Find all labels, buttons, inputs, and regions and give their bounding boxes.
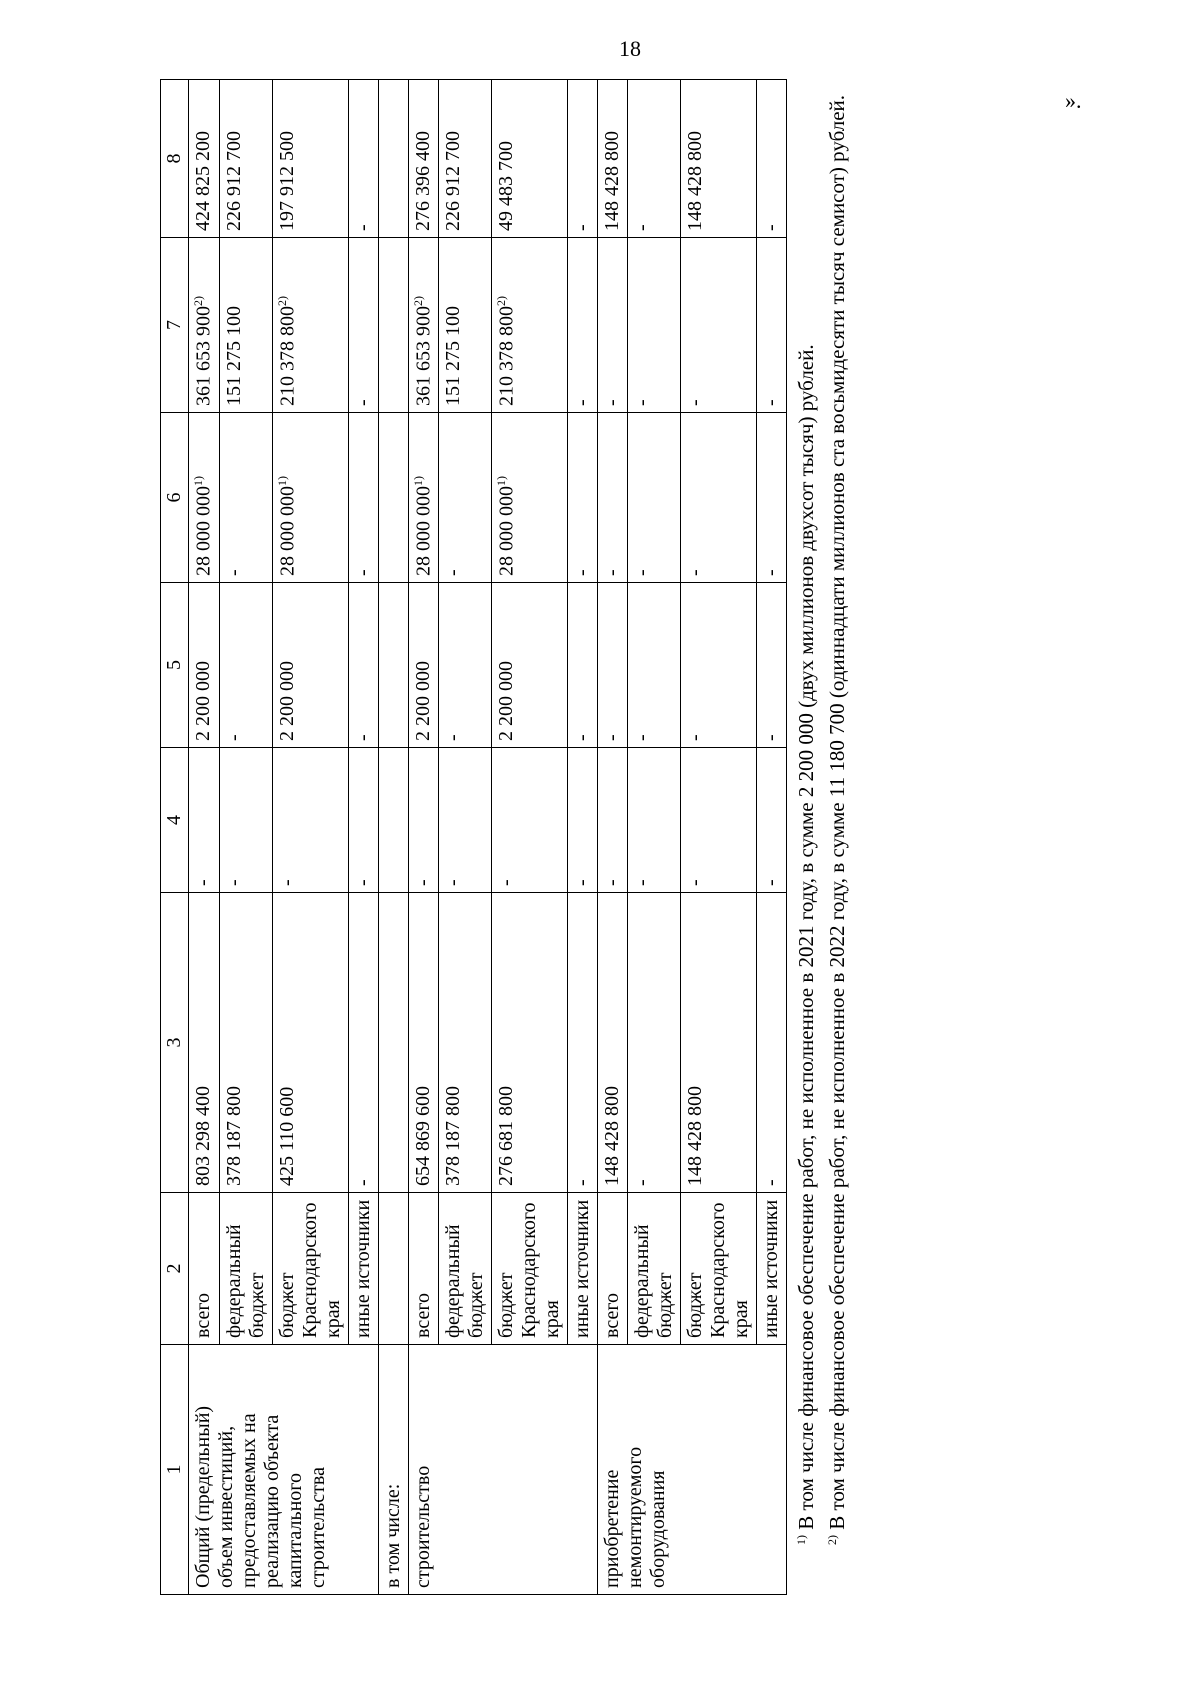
total-amount-cell xyxy=(439,893,492,1193)
year-col-4-cell-value: - xyxy=(192,879,214,886)
year-col-5-cell-value: - xyxy=(631,734,654,741)
year-col-5-cell xyxy=(492,583,568,748)
funding-source-cell xyxy=(757,1193,787,1345)
year-col-4-cell-value: - xyxy=(351,879,374,886)
table-row xyxy=(189,80,220,1595)
funding-source-cell xyxy=(681,1193,757,1345)
year-col-4-cell-value: - xyxy=(684,879,707,886)
year-col-4-cell xyxy=(598,748,628,893)
year-col-6-cell-value: - xyxy=(442,569,465,576)
funding-source-cell-value: иные источники xyxy=(760,1199,783,1338)
year-col-5-cell xyxy=(219,583,272,748)
year-col-6-cell xyxy=(628,413,681,583)
year-col-7-cell-value: - xyxy=(684,399,707,406)
footnote-2-mark: 2) xyxy=(824,1535,839,1545)
year-col-5-cell xyxy=(189,583,220,748)
year-col-6-cell-value: 28 000 000 xyxy=(412,486,435,576)
year-col-8-cell-value: 276 396 400 xyxy=(411,131,434,231)
year-col-4-cell-value: - xyxy=(495,879,518,886)
year-col-5-cell xyxy=(272,583,348,748)
empty-cell xyxy=(378,413,408,583)
footnote-ref: 1) xyxy=(274,476,289,486)
year-col-4-cell-value: - xyxy=(411,879,434,886)
year-col-7-cell-value: - xyxy=(571,399,594,406)
year-col-8-cell xyxy=(219,80,272,238)
footnote-1-text: В том числе финансовое обеспечение работ, не исполненное в 2021 году, в сумме 2 200 000 (двух миллионов двухсот тысяч) рублей. xyxy=(794,344,819,1530)
funding-source-cell-value: всего xyxy=(192,1292,214,1338)
year-col-4-cell xyxy=(492,748,568,893)
year-col-6-cell-value: 28 000 000 xyxy=(276,486,299,576)
empty-cell xyxy=(378,238,408,413)
total-amount-cell xyxy=(408,893,439,1193)
year-col-4-cell xyxy=(189,748,220,893)
funding-source-cell-value: бюджет Краснодарского края xyxy=(684,1202,753,1338)
funding-source-cell xyxy=(439,1193,492,1345)
year-col-7-cell-value: 210 378 800 xyxy=(276,306,299,406)
year-col-8-cell-value: - xyxy=(351,224,374,231)
total-amount-cell-value: 654 869 600 xyxy=(411,1086,434,1186)
year-col-5-cell xyxy=(408,583,439,748)
footnote-ref: 2) xyxy=(494,296,509,306)
year-col-4-cell-value: - xyxy=(571,879,594,886)
total-amount-cell xyxy=(681,893,757,1193)
year-col-8-cell xyxy=(189,80,220,238)
empty-cell xyxy=(378,1193,408,1345)
year-col-4-cell-value: - xyxy=(442,879,465,886)
footnote-2 xyxy=(822,80,852,1595)
year-col-6-cell-value: 28 000 000 xyxy=(192,486,215,576)
year-col-7-cell xyxy=(439,238,492,413)
empty-cell xyxy=(378,80,408,238)
year-col-7-cell xyxy=(348,238,378,413)
year-col-8-cell-value: - xyxy=(760,224,783,231)
total-amount-cell xyxy=(272,893,348,1193)
year-col-8-cell xyxy=(348,80,378,238)
year-col-6-cell xyxy=(408,413,439,583)
funding-source-cell-value: иные источники xyxy=(571,1199,594,1338)
year-col-6-cell xyxy=(219,413,272,583)
year-col-7-cell xyxy=(492,238,568,413)
funding-source-cell xyxy=(189,1193,220,1345)
rotated-content xyxy=(160,80,1060,1595)
year-col-7-cell-value: 151 275 100 xyxy=(442,306,465,406)
total-amount-cell xyxy=(219,893,272,1193)
year-col-4-cell-value: - xyxy=(760,879,783,886)
year-col-8-cell-value: 197 912 500 xyxy=(275,131,298,231)
funding-source-cell-value: федеральный бюджет xyxy=(222,1224,268,1338)
year-col-7-cell xyxy=(219,238,272,413)
total-amount-cell xyxy=(348,893,378,1193)
total-amount-cell-value: 425 110 600 xyxy=(275,1086,298,1186)
year-col-6-cell xyxy=(757,413,787,583)
year-col-6-cell xyxy=(189,413,220,583)
total-amount-cell-value: 148 428 800 xyxy=(601,1086,624,1186)
year-col-8-cell xyxy=(492,80,568,238)
year-col-6-cell-value: - xyxy=(631,569,654,576)
total-amount-cell-value: - xyxy=(571,1179,594,1186)
year-col-8-cell xyxy=(628,80,681,238)
footnotes xyxy=(787,80,852,1595)
year-col-5-cell xyxy=(348,583,378,748)
empty-cell xyxy=(378,893,408,1193)
total-amount-cell xyxy=(757,893,787,1193)
table-row xyxy=(408,80,439,1595)
year-col-7-cell-value: 151 275 100 xyxy=(222,306,245,406)
funding-source-cell xyxy=(219,1193,272,1345)
year-col-8-cell xyxy=(568,80,598,238)
year-col-8-cell-value: - xyxy=(631,224,654,231)
empty-cell xyxy=(378,583,408,748)
year-col-6-cell-value: - xyxy=(760,569,783,576)
year-col-5-cell xyxy=(568,583,598,748)
column-header-2: 2 xyxy=(161,1193,189,1345)
funding-source-cell-value: всего xyxy=(601,1292,624,1338)
year-col-8-cell-value: 148 428 800 xyxy=(684,131,707,231)
year-col-8-cell-value: 148 428 800 xyxy=(601,131,624,231)
total-amount-cell-value: - xyxy=(351,1179,374,1186)
year-col-4-cell xyxy=(348,748,378,893)
column-header-8: 8 xyxy=(161,80,189,238)
year-col-7-cell xyxy=(757,238,787,413)
year-col-8-cell xyxy=(439,80,492,238)
funding-source-cell xyxy=(598,1193,628,1345)
year-col-5-cell xyxy=(757,583,787,748)
year-col-5-cell-value: 2 200 000 xyxy=(411,661,434,741)
year-col-7-cell xyxy=(681,238,757,413)
year-col-5-cell xyxy=(598,583,628,748)
year-col-6-cell-value: - xyxy=(351,569,374,576)
column-header-3: 3 xyxy=(161,893,189,1193)
year-col-8-cell xyxy=(408,80,439,238)
year-col-7-cell-value: - xyxy=(631,399,654,406)
funding-source-cell xyxy=(408,1193,439,1345)
year-col-8-cell-value: 49 483 700 xyxy=(495,141,518,231)
table-header-row xyxy=(161,80,189,1595)
year-col-4-cell xyxy=(272,748,348,893)
year-col-8-cell xyxy=(272,80,348,238)
table-body xyxy=(189,80,787,1595)
total-amount-cell xyxy=(568,893,598,1193)
total-amount-cell-value: 276 681 800 xyxy=(495,1086,518,1186)
year-col-5-cell-value: - xyxy=(760,734,783,741)
year-col-5-cell-value: - xyxy=(351,734,374,741)
empty-cell xyxy=(378,748,408,893)
year-col-5-cell-value: - xyxy=(222,734,245,741)
year-col-5-cell-value: - xyxy=(571,734,594,741)
total-amount-cell-value: 148 428 800 xyxy=(684,1086,707,1186)
year-col-5-cell-value: 2 200 000 xyxy=(192,661,214,741)
year-col-4-cell xyxy=(439,748,492,893)
year-col-7-cell xyxy=(568,238,598,413)
footnote-ref: 1) xyxy=(191,476,205,486)
year-col-8-cell-value: 226 912 700 xyxy=(442,131,465,231)
year-col-4-cell-value: - xyxy=(631,879,654,886)
year-col-7-cell-value: 210 378 800 xyxy=(495,306,518,406)
total-amount-cell xyxy=(189,893,220,1193)
closing-quote-mark: ». xyxy=(1065,88,1082,113)
year-col-8-cell-value: 226 912 700 xyxy=(222,131,245,231)
funding-source-cell xyxy=(568,1193,598,1345)
funding-source-cell xyxy=(348,1193,378,1345)
total-amount-cell-value: 378 187 800 xyxy=(222,1086,245,1186)
year-col-4-cell xyxy=(219,748,272,893)
year-col-5-cell xyxy=(681,583,757,748)
year-col-6-cell xyxy=(568,413,598,583)
year-col-4-cell xyxy=(568,748,598,893)
year-col-7-cell-value: - xyxy=(760,399,783,406)
year-col-5-cell-value: 2 200 000 xyxy=(275,661,298,741)
total-amount-cell xyxy=(628,893,681,1193)
year-col-7-cell-value: - xyxy=(351,399,374,406)
year-col-8-cell xyxy=(681,80,757,238)
year-col-6-cell xyxy=(598,413,628,583)
total-amount-cell-value: 378 187 800 xyxy=(442,1086,465,1186)
funding-source-cell-value: федеральный бюджет xyxy=(442,1224,488,1338)
year-col-6-cell-value: - xyxy=(601,569,624,576)
column-header-7: 7 xyxy=(161,238,189,413)
funding-source-cell-value: бюджет Краснодарского края xyxy=(495,1202,564,1338)
year-col-8-cell xyxy=(757,80,787,238)
total-amount-cell xyxy=(598,893,628,1193)
year-col-6-cell xyxy=(439,413,492,583)
section-title: Общий (предельный) объем инвестиций, предоставляемых на реализацию объекта капитального строительства xyxy=(189,1345,379,1595)
page-number: 18 xyxy=(619,36,641,61)
column-header-5: 5 xyxy=(161,583,189,748)
footnote-2-text: В том числе финансовое обеспечение работ, не исполненное в 2022 году, в сумме 11 180 700 (одиннадцати миллионов ста восьмидесяти тысяч семисот) рублей. xyxy=(824,94,849,1530)
year-col-7-cell xyxy=(189,238,220,413)
footnote-ref: 1) xyxy=(494,476,509,486)
funding-source-cell-value: иные источники xyxy=(351,1199,374,1338)
year-col-4-cell-value: - xyxy=(601,879,624,886)
year-col-7-cell-value: - xyxy=(601,399,624,406)
year-col-6-cell-value: - xyxy=(571,569,594,576)
year-col-8-cell-value: - xyxy=(571,224,594,231)
year-col-5-cell-value: - xyxy=(684,734,707,741)
section-title: в том числе: xyxy=(378,1345,408,1595)
section-title: приобретение немонтируемого оборудования xyxy=(598,1345,787,1595)
total-amount-cell-value: - xyxy=(760,1179,783,1186)
footnote-ref: 1) xyxy=(410,476,425,486)
year-col-4-cell xyxy=(408,748,439,893)
column-header-4: 4 xyxy=(161,748,189,893)
year-col-5-cell-value: 2 200 000 xyxy=(495,661,518,741)
year-col-7-cell xyxy=(272,238,348,413)
year-col-4-cell-value: - xyxy=(275,879,298,886)
year-col-7-cell xyxy=(408,238,439,413)
funding-source-cell-value: федеральный бюджет xyxy=(631,1224,677,1338)
funding-source-cell xyxy=(272,1193,348,1345)
funding-source-cell-value: бюджет Краснодарского края xyxy=(275,1202,344,1338)
year-col-7-cell-value: 361 653 900 xyxy=(192,306,215,406)
footnote-1-mark: 1) xyxy=(794,1535,809,1545)
funding-source-cell xyxy=(492,1193,568,1345)
year-col-7-cell xyxy=(598,238,628,413)
footnote-ref: 2) xyxy=(274,296,289,306)
total-amount-cell xyxy=(492,893,568,1193)
year-col-6-cell-value: - xyxy=(684,569,707,576)
footnote-ref: 2) xyxy=(410,296,425,306)
year-col-5-cell xyxy=(628,583,681,748)
year-col-4-cell xyxy=(628,748,681,893)
column-header-1: 1 xyxy=(161,1345,189,1595)
year-col-6-cell xyxy=(272,413,348,583)
year-col-6-cell xyxy=(681,413,757,583)
column-header-6: 6 xyxy=(161,413,189,583)
section-title: строительство xyxy=(408,1345,598,1595)
year-col-8-cell xyxy=(598,80,628,238)
year-col-5-cell xyxy=(439,583,492,748)
year-col-7-cell xyxy=(628,238,681,413)
table-row xyxy=(378,80,408,1595)
funding-source-cell xyxy=(628,1193,681,1345)
year-col-7-cell-value: 361 653 900 xyxy=(412,306,435,406)
investment-table xyxy=(160,79,787,1595)
table-row xyxy=(598,80,628,1595)
year-col-4-cell-value: - xyxy=(222,879,245,886)
year-col-6-cell-value: 28 000 000 xyxy=(495,486,518,576)
total-amount-cell-value: 803 298 400 xyxy=(192,1086,214,1186)
year-col-5-cell-value: - xyxy=(442,734,465,741)
year-col-4-cell xyxy=(757,748,787,893)
footnote-1 xyxy=(791,80,821,1595)
year-col-6-cell-value: - xyxy=(222,569,245,576)
year-col-6-cell xyxy=(492,413,568,583)
total-amount-cell-value: - xyxy=(631,1179,654,1186)
funding-source-cell-value: всего xyxy=(411,1292,434,1338)
footnote-ref: 2) xyxy=(191,296,205,306)
year-col-5-cell-value: - xyxy=(601,734,624,741)
year-col-8-cell-value: 424 825 200 xyxy=(192,131,214,231)
year-col-6-cell xyxy=(348,413,378,583)
year-col-4-cell xyxy=(681,748,757,893)
